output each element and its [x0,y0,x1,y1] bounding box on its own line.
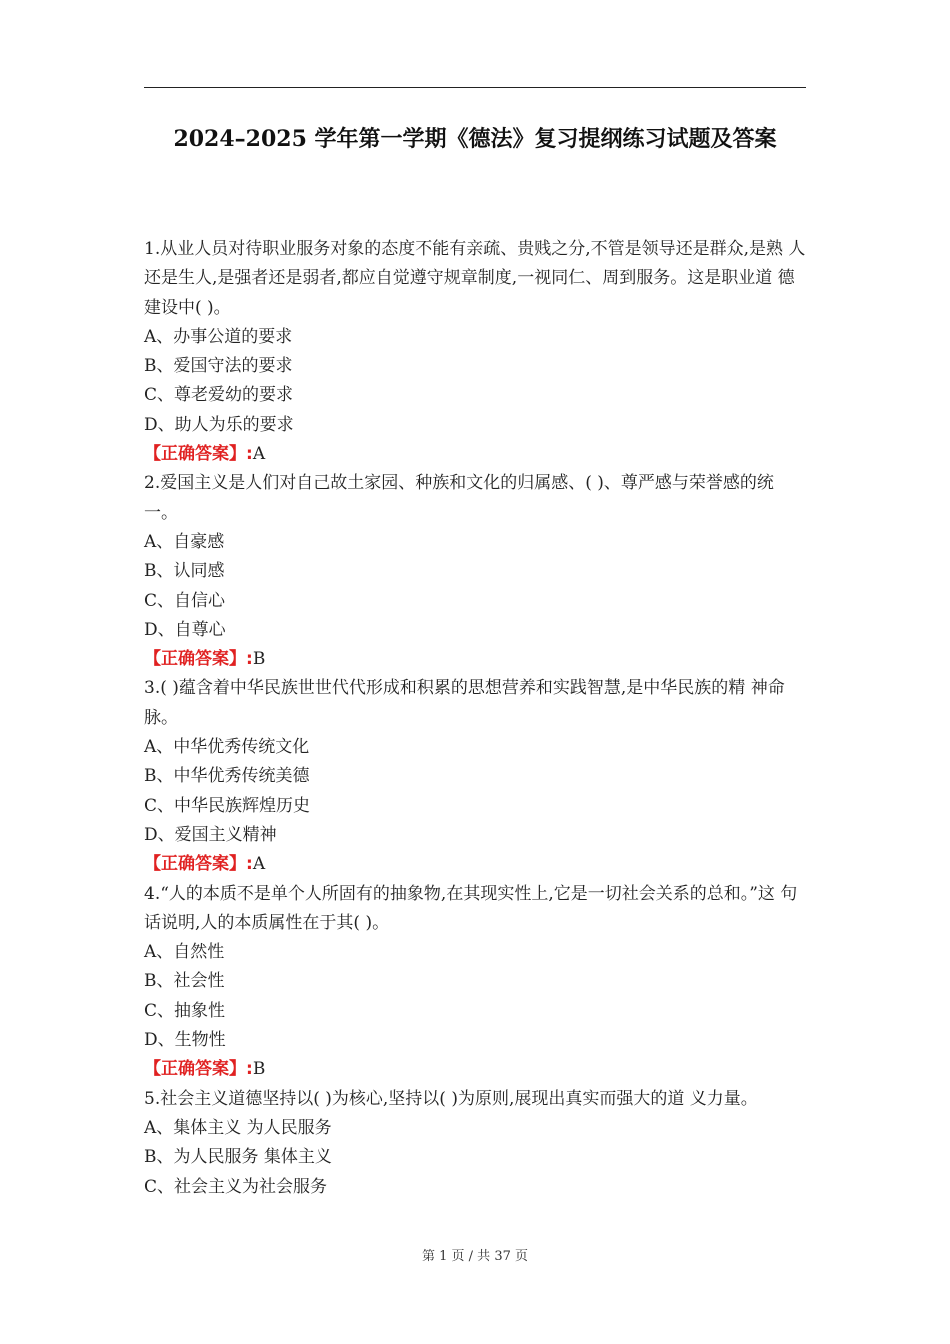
correct-answer [144,440,806,469]
option-b: B、认同感 [144,561,225,582]
option-b: B、为人民服务 集体主义 [144,1147,332,1168]
question-4 [144,880,806,1085]
option-c: C、社会主义为社会服务 [144,1176,328,1197]
correct-answer [144,645,806,674]
question-stem: 1.从业人员对待职业服务对象的态度不能有亲疏、贵贱之分,不管是领导还是群众,是熟 人还是生人,是强者还是弱者,都应自觉遵守规章制度,一视同仁、周到服务。这是职业道 德建设中( )。 [144,239,806,318]
question-stem: 3.( )蕴含着中华民族世世代代形成和积累的思想营养和实践智慧,是中华民族的精 神命脉。 [144,678,785,728]
question-5 [144,1085,806,1202]
option-d: D、生物性 [144,1030,226,1051]
question-stem: 5.社会主义道德坚持以( )为核心,坚持以( )为原则,展现出真实而强大的道 义力量。 [144,1088,758,1109]
correct-answer [144,1055,806,1084]
option-b: B、社会性 [144,971,225,992]
header-rule [144,87,806,88]
option-c: C、抽象性 [144,1000,226,1021]
option-a: A、中华优秀传统文化 [144,737,310,758]
correct-answer [144,850,806,879]
document-title: 2024–2025 学年第一学期《德法》复习提纲练习试题及答案 [173,126,777,152]
option-d: D、助人为乐的要求 [144,414,294,435]
answer-value: A [252,444,266,465]
option-d: D、爱国主义精神 [144,824,277,845]
answer-label: 【正确答案】: [144,649,253,670]
question-2 [144,469,806,674]
option-d: D、自尊心 [144,619,226,640]
option-c: C、中华民族辉煌历史 [144,795,311,816]
question-3 [144,674,806,879]
question-list [144,235,806,1202]
answer-label: 【正确答案】: [144,854,253,875]
option-a: A、办事公道的要求 [144,326,293,347]
option-b: B、爱国守法的要求 [144,356,293,377]
page-number: 第 1 页 / 共 37 页 [422,1249,528,1264]
option-c: C、自信心 [144,590,226,611]
question-stem: 4.“人的本质不是单个人所固有的抽象物,在其现实性上,它是一切社会关系的总和。”这 句话说明,人的本质属性在于其( )。 [144,883,798,933]
answer-value: B [252,649,266,670]
option-a: A、集体主义 为人民服务 [144,1117,332,1138]
answer-label: 【正确答案】: [144,1059,253,1080]
option-c: C、尊老爱幼的要求 [144,385,294,406]
answer-label: 【正确答案】: [144,444,253,465]
answer-value: B [252,1059,266,1080]
question-stem: 2.爱国主义是人们对自己故土家园、种族和文化的归属感、( )、尊严感与荣誉感的统一。 [144,473,774,523]
option-b: B、中华优秀传统美德 [144,766,310,787]
answer-value: A [252,854,266,875]
question-1 [144,235,806,469]
option-a: A、自豪感 [144,531,225,552]
option-a: A、自然性 [144,942,225,963]
